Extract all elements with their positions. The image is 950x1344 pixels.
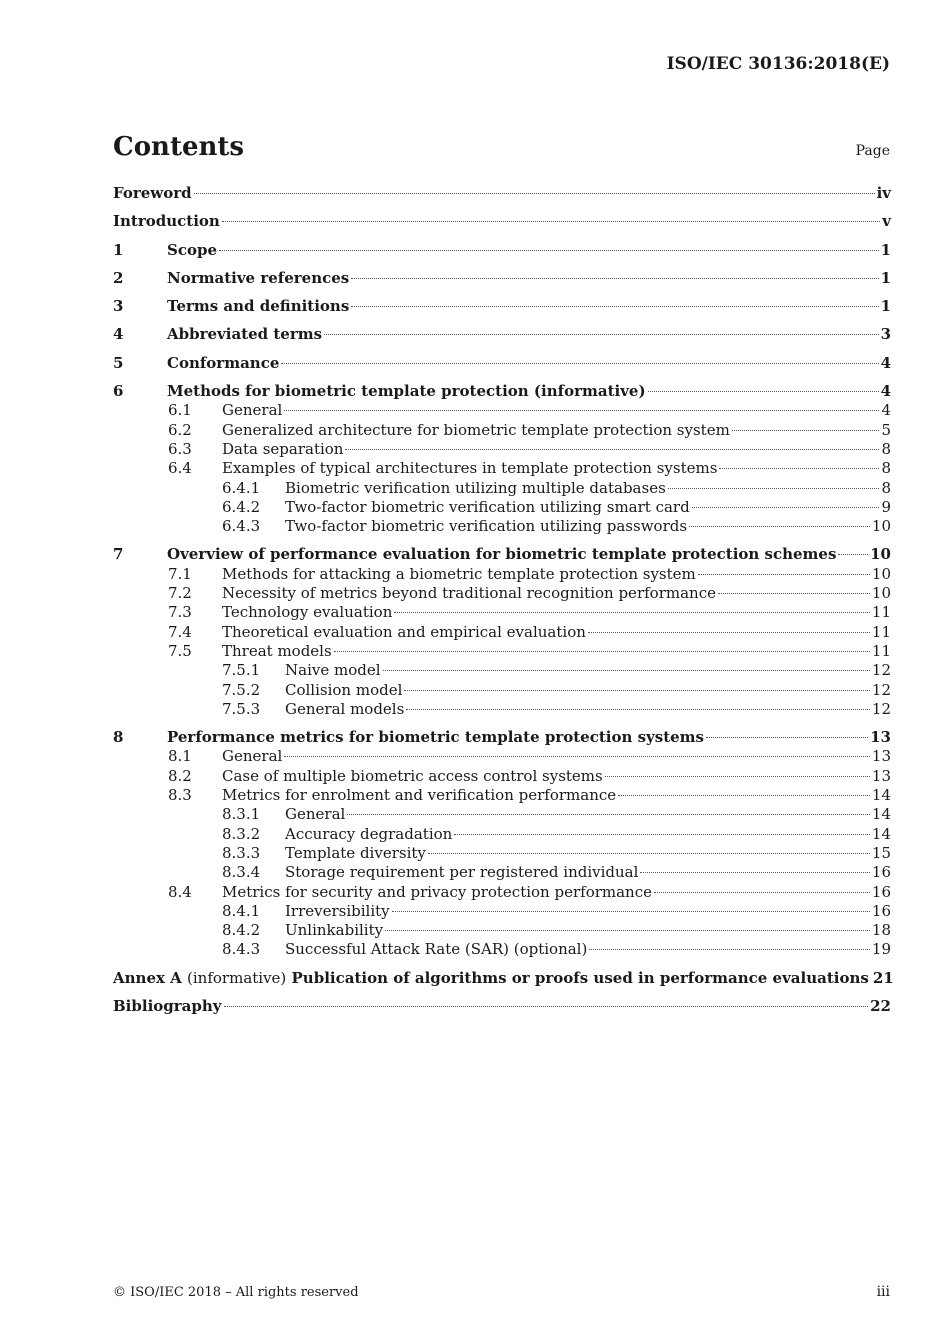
toc-entry[interactable] xyxy=(113,565,891,584)
toc-entry-number: 5 xyxy=(113,353,124,372)
toc-dot-leader xyxy=(404,690,870,691)
toc-entry-number: 8.3.2 xyxy=(222,824,261,843)
toc-entry[interactable] xyxy=(113,825,891,844)
toc-entry-title: Theoretical evaluation and empirical evaluation xyxy=(222,622,586,641)
toc-entry[interactable] xyxy=(113,642,891,661)
toc-entry-title: Irreversibility xyxy=(285,901,390,920)
toc-dot-leader xyxy=(692,507,880,508)
toc-entry-number: 6.4.1 xyxy=(222,478,261,497)
toc-entry-page: 14 xyxy=(871,824,891,843)
toc-entry-page: 19 xyxy=(871,940,891,959)
toc-dot-leader xyxy=(698,574,870,575)
toc-entry-page: 1 xyxy=(880,297,891,316)
toc-entry-page: 11 xyxy=(871,622,891,641)
toc-dot-leader xyxy=(838,554,868,555)
toc-entry-number: 8.2 xyxy=(168,766,192,785)
toc-entry-number: 7.5.2 xyxy=(222,680,261,699)
toc-entry-number: 7.5.1 xyxy=(222,661,261,680)
toc-entry-page: 12 xyxy=(871,699,891,718)
toc-entry-page: 5 xyxy=(881,420,891,439)
toc-entry-title: Two-factor biometric verification utilizing smart card xyxy=(285,497,690,516)
toc-dot-leader xyxy=(618,795,870,796)
toc-entry-title: Threat models xyxy=(222,641,332,660)
toc-entry-page: 11 xyxy=(871,603,891,622)
toc-entry-page: v xyxy=(882,212,891,231)
toc-entry-title: Storage requirement per registered individual xyxy=(285,863,639,882)
toc-entry[interactable] xyxy=(113,747,891,766)
document-id-header: ISO/IEC 30136:2018(E) xyxy=(666,54,890,74)
toc-entry-number: 6 xyxy=(113,382,124,401)
toc-entry-title: General xyxy=(285,805,346,824)
toc-dot-leader xyxy=(334,651,870,652)
toc-dot-leader xyxy=(454,834,870,835)
toc-entry-page: 4 xyxy=(880,382,891,401)
toc-entry-number: 8 xyxy=(113,728,124,747)
toc-entry-page: 10 xyxy=(870,545,891,564)
toc-dot-leader xyxy=(324,334,878,335)
toc-entry-number: 6.1 xyxy=(168,401,192,420)
toc-entry[interactable] xyxy=(113,728,891,747)
toc-entry-title xyxy=(113,969,869,988)
footer-copyright: © ISO/IEC 2018 – All rights reserved xyxy=(113,1285,359,1300)
toc-dot-leader xyxy=(383,670,870,671)
toc-dot-leader xyxy=(428,853,870,854)
toc-entry-page: 21 xyxy=(872,968,894,987)
toc-entry-page: iv xyxy=(876,184,891,202)
toc-entry[interactable] xyxy=(113,940,891,959)
toc-dot-leader xyxy=(654,892,870,893)
toc-dot-leader xyxy=(222,221,880,222)
table-of-contents xyxy=(113,184,894,1016)
toc-entry-title: Generalized architecture for biometric template protection system xyxy=(222,420,730,439)
toc-entry-number: 2 xyxy=(113,268,124,287)
footer-page-number: iii xyxy=(876,1284,890,1300)
toc-entry-page: 13 xyxy=(871,747,891,766)
toc-entry-title: General xyxy=(222,401,283,420)
toc-entry-title: General models xyxy=(285,699,405,718)
toc-entry-title: Accuracy degradation xyxy=(285,824,453,843)
toc-entry-title: Scope xyxy=(167,240,218,259)
toc-entry-title: Foreword xyxy=(113,184,192,202)
toc-entry-page: 16 xyxy=(871,901,891,920)
toc-dot-leader xyxy=(194,193,875,194)
toc-entry-number: 7.5 xyxy=(168,641,192,660)
toc-entry[interactable] xyxy=(113,661,891,680)
toc-entry[interactable] xyxy=(113,883,891,902)
toc-dot-leader xyxy=(589,949,870,950)
toc-entry-number: 7.5.3 xyxy=(222,699,261,718)
toc-dot-leader xyxy=(345,449,879,450)
toc-entry-title: Collision model xyxy=(285,680,403,699)
toc-entry-page: 11 xyxy=(871,641,891,660)
toc-entry[interactable] xyxy=(113,325,891,344)
toc-dot-leader xyxy=(347,814,870,815)
toc-dot-leader xyxy=(281,363,878,364)
toc-entry[interactable] xyxy=(113,421,891,440)
toc-entry[interactable] xyxy=(113,382,891,401)
toc-entry-title: Conformance xyxy=(167,353,280,372)
toc-entry-page: 12 xyxy=(871,680,891,699)
toc-entry[interactable] xyxy=(113,767,891,786)
page-column-label: Page xyxy=(855,143,890,159)
toc-entry-page: 8 xyxy=(881,439,891,458)
toc-entry[interactable] xyxy=(113,584,891,603)
toc-dot-leader xyxy=(718,593,870,594)
toc-entry-number: 7.2 xyxy=(168,584,192,603)
toc-entry-page: 10 xyxy=(871,564,891,583)
toc-entry-number: 1 xyxy=(113,240,124,259)
toc-entry-number: 8.3.1 xyxy=(222,805,261,824)
toc-entry-title: Terms and definitions xyxy=(167,297,350,316)
toc-entry-number: 6.2 xyxy=(168,420,192,439)
toc-entry-title: Bibliography xyxy=(113,996,222,1015)
toc-entry-page: 10 xyxy=(871,517,891,536)
toc-entry[interactable] xyxy=(113,212,891,231)
toc-dot-leader xyxy=(406,709,870,710)
toc-entry-page: 4 xyxy=(881,401,891,420)
toc-dot-leader xyxy=(351,306,878,307)
toc-entry[interactable] xyxy=(113,354,891,373)
toc-entry-number: 6.4.3 xyxy=(222,517,261,536)
toc-entry-number: 8.4.1 xyxy=(222,901,261,920)
toc-entry-page: 8 xyxy=(881,459,891,478)
toc-entry[interactable] xyxy=(113,997,891,1016)
toc-entry-number: 7.4 xyxy=(168,622,192,641)
toc-dot-leader xyxy=(668,488,880,489)
toc-dot-leader xyxy=(224,1006,869,1007)
toc-dot-leader xyxy=(284,410,879,411)
toc-entry-title: Metrics for security and privacy protection performance xyxy=(222,882,652,901)
toc-entry[interactable] xyxy=(113,184,891,203)
toc-entry[interactable] xyxy=(113,921,891,940)
toc-dot-leader xyxy=(719,468,879,469)
toc-entry-number: 6.4.2 xyxy=(222,497,261,516)
toc-entry-title: Overview of performance evaluation for biometric template protection schemes xyxy=(167,545,837,564)
toc-entry-title: Naive model xyxy=(285,661,381,680)
toc-entry-page: 9 xyxy=(881,497,891,516)
toc-entry[interactable] xyxy=(113,603,891,622)
toc-entry-number: 4 xyxy=(113,325,124,344)
toc-entry-number: 3 xyxy=(113,297,124,316)
toc-entry-title: Data separation xyxy=(222,439,344,458)
toc-entry-page: 16 xyxy=(871,882,891,901)
toc-entry-page: 3 xyxy=(880,325,891,344)
toc-entry-page: 12 xyxy=(871,661,891,680)
toc-entry-page: 14 xyxy=(871,786,891,805)
toc-dot-leader xyxy=(392,911,870,912)
toc-entry-title: Template diversity xyxy=(285,843,426,862)
annex-label: Annex A xyxy=(113,968,182,987)
toc-entry-number: 8.4 xyxy=(168,882,192,901)
toc-entry[interactable] xyxy=(113,700,891,719)
toc-entry-number: 7.1 xyxy=(168,564,192,583)
annex-type: (informative) xyxy=(187,968,287,987)
toc-entry[interactable] xyxy=(113,968,894,988)
toc-entry-page: 22 xyxy=(870,996,891,1015)
toc-entry-number: 8.3 xyxy=(168,786,192,805)
toc-entry[interactable] xyxy=(113,681,891,700)
toc-entry[interactable] xyxy=(113,902,891,921)
toc-entry-title: Methods for attacking a biometric template protection system xyxy=(222,564,696,583)
toc-entry-title: Performance metrics for biometric template protection systems xyxy=(167,728,704,747)
toc-entry-number: 8.4.2 xyxy=(222,921,261,940)
toc-entry[interactable] xyxy=(113,459,891,478)
toc-entry[interactable] xyxy=(113,786,891,805)
toc-dot-leader xyxy=(640,872,869,873)
toc-entry-number: 8.1 xyxy=(168,747,192,766)
toc-entry-page: 1 xyxy=(880,268,891,287)
toc-entry-number: 7.3 xyxy=(168,603,192,622)
toc-entry[interactable] xyxy=(113,401,891,420)
toc-entry-title: Two-factor biometric verification utilizing passwords xyxy=(285,517,688,536)
toc-entry[interactable] xyxy=(113,863,891,882)
toc-entry-title: Case of multiple biometric access control systems xyxy=(222,766,603,785)
toc-dot-leader xyxy=(605,776,870,777)
toc-entry-title: Examples of typical architectures in template protection systems xyxy=(222,459,718,478)
toc-entry-title: Methods for biometric template protection (informative) xyxy=(167,382,646,401)
toc-entry[interactable] xyxy=(113,805,891,824)
toc-entry-page: 10 xyxy=(871,584,891,603)
annex-title: Publication of algorithms or proofs used in performance evaluations xyxy=(291,968,869,987)
toc-entry-title: Successful Attack Rate (SAR) (optional) xyxy=(285,940,588,959)
toc-entry[interactable] xyxy=(113,297,891,316)
toc-dot-leader xyxy=(689,526,870,527)
toc-entry-title: Technology evaluation xyxy=(222,603,393,622)
toc-entry-number: 8.3.3 xyxy=(222,843,261,862)
toc-entry-page: 13 xyxy=(870,728,891,747)
toc-entry-page: 14 xyxy=(871,805,891,824)
toc-entry-page: 13 xyxy=(871,766,891,785)
toc-entry-title: Biometric verification utilizing multiple databases xyxy=(285,478,666,497)
toc-entry[interactable] xyxy=(113,479,891,498)
toc-dot-leader xyxy=(732,430,880,431)
toc-entry-title: Metrics for enrolment and verification performance xyxy=(222,786,617,805)
toc-entry[interactable] xyxy=(113,241,891,260)
toc-dot-leader xyxy=(219,250,879,251)
toc-dot-leader xyxy=(706,737,868,738)
toc-entry[interactable] xyxy=(113,545,891,564)
page-title: Contents xyxy=(113,132,245,162)
toc-entry-page: 1 xyxy=(880,240,891,259)
toc-dot-leader xyxy=(648,391,879,392)
toc-entry[interactable] xyxy=(113,844,891,863)
toc-entry-number: 8.3.4 xyxy=(222,863,261,882)
toc-entry-number: 6.3 xyxy=(168,439,192,458)
toc-entry-title: Abbreviated terms xyxy=(167,325,323,344)
toc-entry-title: Unlinkability xyxy=(285,921,384,940)
toc-entry[interactable] xyxy=(113,269,891,288)
toc-entry-number: 8.4.3 xyxy=(222,940,261,959)
toc-entry-page: 8 xyxy=(881,478,891,497)
toc-entry-number: 7 xyxy=(113,545,124,564)
toc-entry[interactable] xyxy=(113,440,891,459)
toc-entry-title: Introduction xyxy=(113,212,220,231)
toc-dot-leader xyxy=(351,278,878,279)
toc-entry[interactable] xyxy=(113,498,891,517)
toc-entry-number: 6.4 xyxy=(168,459,192,478)
toc-dot-leader xyxy=(385,930,870,931)
toc-entry-title: General xyxy=(222,747,283,766)
toc-dot-leader xyxy=(588,632,870,633)
toc-entry-title: Necessity of metrics beyond traditional recognition performance xyxy=(222,584,716,603)
toc-dot-leader xyxy=(284,756,870,757)
toc-entry-page: 18 xyxy=(871,921,891,940)
toc-entry-page: 15 xyxy=(871,843,891,862)
toc-entry[interactable] xyxy=(113,623,891,642)
toc-entry-title: Normative references xyxy=(167,268,350,287)
toc-dot-leader xyxy=(394,612,870,613)
toc-entry-page: 16 xyxy=(871,863,891,882)
toc-entry-page: 4 xyxy=(880,353,891,372)
toc-entry[interactable] xyxy=(113,517,891,536)
